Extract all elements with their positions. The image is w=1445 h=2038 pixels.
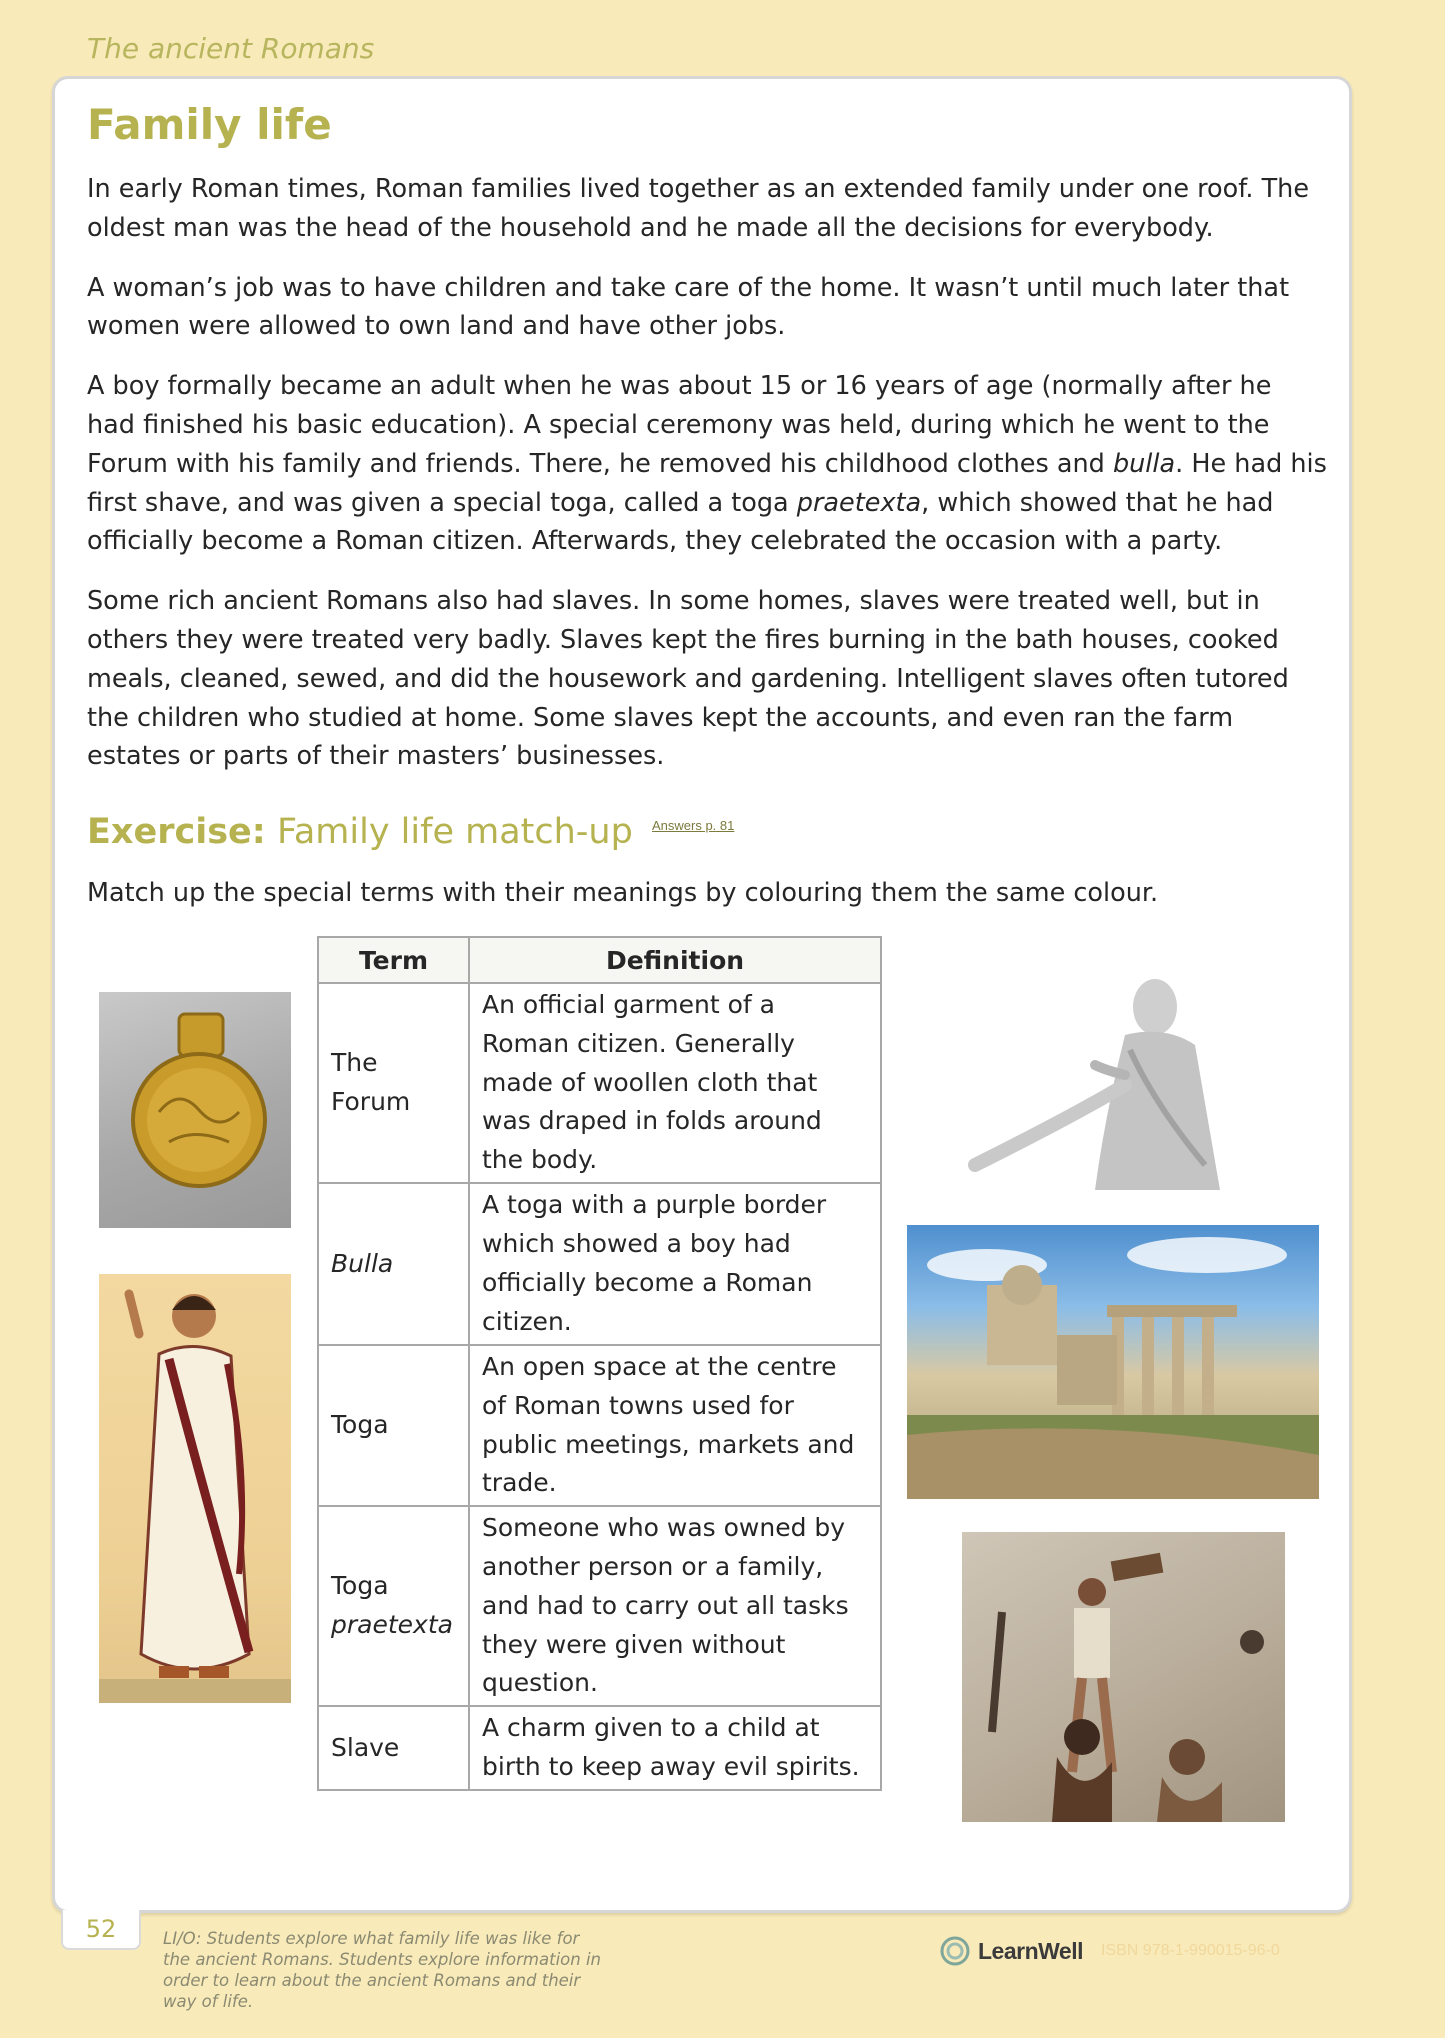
term-text-italic: praetexta (331, 1610, 453, 1640)
table-row (318, 1706, 881, 1790)
header-definition: Definition (469, 937, 881, 983)
exercise-name: Family life match-up (276, 812, 633, 852)
paragraph-slaves: Some rich ancient Romans also had slaves. In some homes, slaves were treated well, but in others they were treated very badly. Slaves kept the fires burning in the bath houses, cooked meals, cleaned, sewed, and did the housework and gardening. Intelligent slaves often tutored the children who studied at home. Some slaves kept the accounts, and even ran the farm estates or parts of their masters’ businesses. (87, 586, 1289, 772)
paragraph-coming-of-age (87, 367, 1327, 561)
brand-name: LearnWell (978, 1937, 1083, 1964)
table-row (318, 1183, 881, 1345)
exercise-label: Exercise: (87, 812, 266, 852)
term-cell[interactable]: Toga (318, 1345, 469, 1506)
paragraph-text: , which showed that he had officially become a Roman citizen. Afterwards, they celebrated the occasion with a party. (87, 487, 1274, 557)
definition-cell[interactable]: An open space at the centre of Roman towns used for public meetings, markets and trade. (469, 1345, 881, 1506)
roman-forum-photo (907, 1225, 1319, 1499)
learnwell-logo-icon (940, 1936, 970, 1966)
slaves-mosaic-photo (962, 1532, 1285, 1822)
table-header-row (318, 937, 881, 983)
toga-statue-photo (955, 965, 1285, 1195)
section-title: Family life (87, 100, 332, 149)
term-bulla-italic: bulla (1112, 448, 1176, 479)
table-row (318, 983, 881, 1183)
term-text: Toga (331, 1571, 389, 1601)
paragraph-text: . He had his first shave, and was given a special toga, called a toga (87, 448, 1327, 518)
body-text (87, 170, 1327, 797)
paragraph-womens-role: A woman’s job was to have children and take care of the home. It wasn’t until much later that women were allowed to own land and have other jobs. (87, 272, 1290, 342)
bulla-photo (99, 992, 291, 1228)
definition-cell[interactable]: A toga with a purple border which showed a boy had officially become a Roman citizen. (469, 1183, 881, 1345)
definition-cell[interactable]: An official garment of a Roman citizen. Generally made of woollen cloth that was draped in folds around the body. (469, 983, 881, 1183)
isbn: ISBN 978-1-990015-96-0 (1101, 1942, 1280, 1959)
forum-ruins-icon (907, 1225, 1319, 1499)
table-row (318, 1506, 881, 1706)
learning-intention: LI/O: Students explore what family life was like for the ancient Romans. Students explore information in order to learn about the ancient Romans and their way of life. (163, 1929, 602, 2011)
answers-link[interactable]: Answers p. 81 (651, 818, 735, 834)
exercise-instruction: Match up the special terms with their meanings by colouring them the same colour. (87, 878, 1159, 908)
table-row (318, 1345, 881, 1506)
mosaic-figures-icon (962, 1532, 1285, 1822)
term-cell[interactable] (318, 1506, 469, 1706)
term-praetexta-italic: praetexta (796, 487, 922, 518)
definition-cell[interactable]: Someone who was owned by another person or a family, and had to carry out all tasks they were given without question. (469, 1506, 881, 1706)
paragraph-text: A boy formally became an adult when he was about 15 or 16 years of age (normally after he had finished his basic education). A special ceremony was held, during which he went to the Forum with his family and friends. There, he removed his childhood clothes and (87, 371, 1272, 479)
running-head: The ancient Romans (87, 32, 375, 65)
term-cell[interactable]: The Forum (318, 983, 469, 1183)
bulla-amulet-icon (99, 992, 291, 1228)
term-cell[interactable]: Slave (318, 1706, 469, 1790)
statue-icon (955, 965, 1285, 1195)
term-cell[interactable]: Bulla (318, 1183, 469, 1345)
definition-cell[interactable]: A charm given to a child at birth to keep away evil spirits. (469, 1706, 881, 1790)
exercise-heading (87, 812, 734, 852)
paragraph-extended-family: In early Roman times, Roman families lived together as an extended family under one roof. The oldest man was the head of the household and he made all the decisions for everybody. (87, 174, 1310, 243)
page-number: 52 (61, 1910, 141, 1950)
header-term: Term (318, 937, 469, 983)
toga-praetexta-boy-illustration (99, 1274, 291, 1703)
match-up-table (317, 936, 882, 1791)
roman-boy-icon (99, 1274, 291, 1703)
publisher-brand (940, 1936, 1280, 1966)
